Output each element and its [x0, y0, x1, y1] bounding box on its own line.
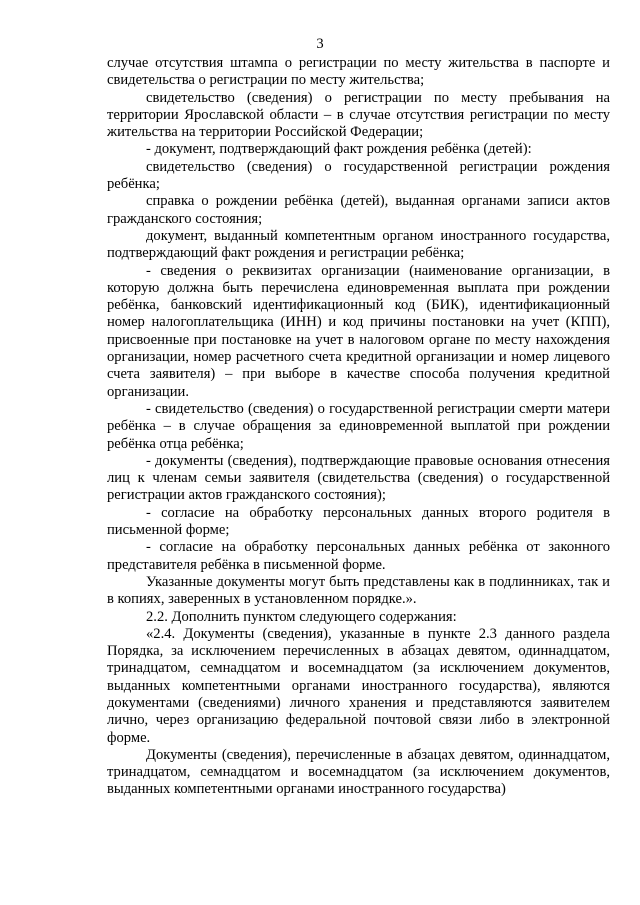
paragraph-15: Документы (сведения), перечисленные в абзацах девятом, одиннадцатом, тринадцатом, семнадцатом и восемнадцатом (за исключением документов, выданных компетентными органами иностранного государства) [107, 746, 610, 798]
paragraph-5: справка о рождении ребёнка (детей), выданная органами записи актов гражданского состояния; [107, 193, 610, 227]
paragraph-13: 2.2. Дополнить пунктом следующего содержания: [146, 608, 457, 625]
paragraph-2: свидетельство (сведения) о регистрации по месту пребывания на территории Ярославской области – в случае отсутствия регистрации по месту жительства на территории Российской Федерации; [107, 89, 610, 141]
paragraph-1: случае отсутствия штампа о регистрации по месту жительства в паспорте и свидетельства о регистрации по месту жительства; [107, 55, 610, 89]
paragraph-7: - сведения о реквизитах организации (наименование организации, в которую должна быть перечислена единовременная выплата при рождении ребёнка, банковский идентификационный код (БИК), идентификационный номер налогоплательщика (ИНН) и код причины постановки на учет (КПП), присвоенные при постановке на учет в налоговом органе по месту нахождения организации, номер расчетного счета кредитной организации и номер лицевого счета заявителя) – при выборе в качестве способа получения кредитной организации. [107, 262, 610, 400]
paragraph-8: - свидетельство (сведения) о государственной регистрации смерти матери ребёнка – в случае обращения за единовременной выплатой при рождении ребёнка отца ребёнка; [107, 400, 610, 452]
paragraph-9: - документы (сведения), подтверждающие правовые основания отнесения лиц к членам семьи заявителя (свидетельства (сведения) о государственной регистрации актов гражданского состояния); [107, 452, 610, 504]
document-body [107, 55, 610, 799]
paragraph-6: документ, выданный компетентным органом иностранного государства, подтверждающий факт рождения и регистрации ребёнка; [107, 227, 610, 262]
paragraph-10: - согласие на обработку персональных данных второго родителя в письменной форме; [107, 504, 610, 539]
page-number: 3 [316, 36, 324, 52]
paragraph-14: «2.4. Документы (сведения), указанные в пункте 2.3 данного раздела Порядка, за исключением перечисленных в абзацах девятом, одиннадцатом, тринадцатом, семнадцатом и восемнадцатом (за исключением документов, выданных компетентными органами иностранного государства), являются документами (сведениями) личного хранения и представляются заявителем лично, через организацию федеральной почтовой связи либо в электронной форме. [107, 625, 610, 746]
paragraph-12: Указанные документы могут быть представлены как в подлинниках, так и в копиях, заверенных в установленном порядке.». [107, 573, 610, 608]
paragraph-3: - документ, подтверждающий факт рождения ребёнка (детей): [146, 141, 532, 158]
paragraph-4: свидетельство (сведения) о государственной регистрации рождения ребёнка; [107, 158, 610, 193]
paragraph-11: - согласие на обработку персональных данных ребёнка от законного представителя ребёнка в письменной форме. [107, 539, 610, 573]
